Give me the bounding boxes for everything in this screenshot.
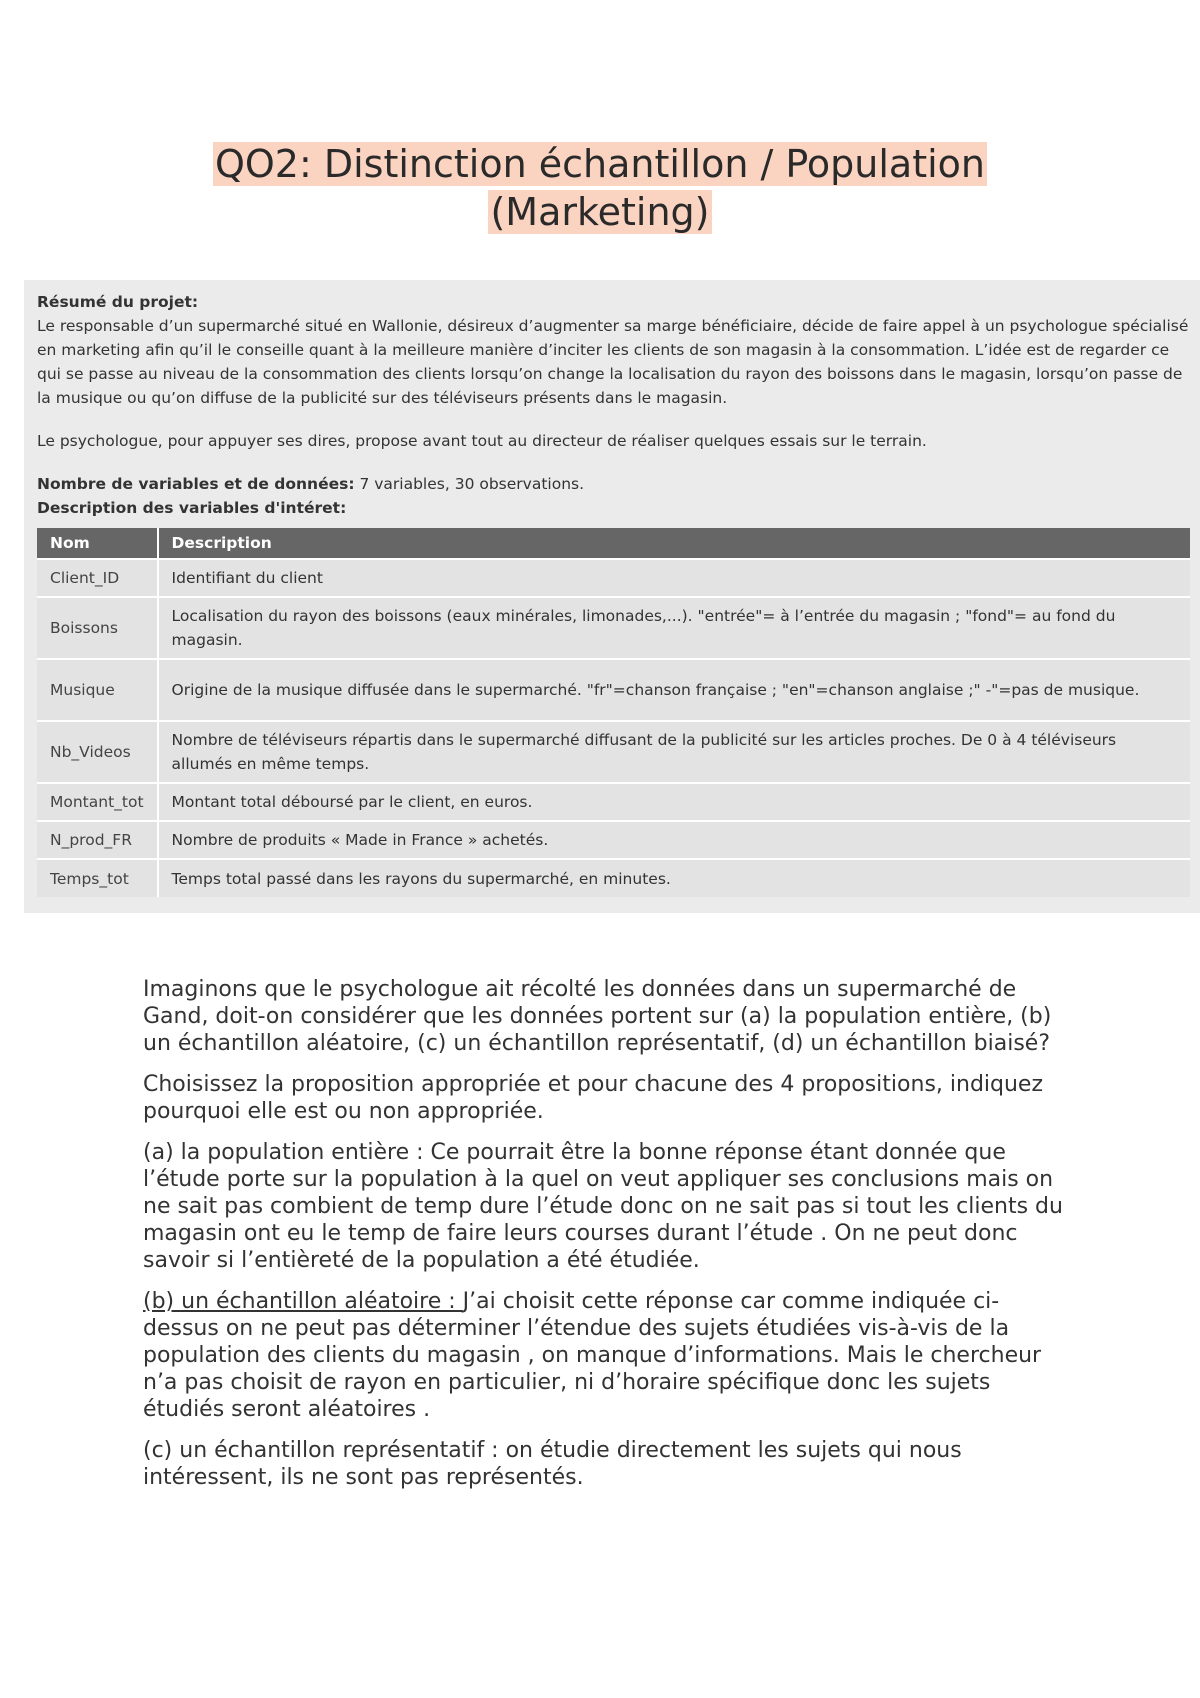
row-name: Nb_Videos — [37, 721, 158, 783]
variables-table — [37, 528, 1190, 897]
table-row — [37, 821, 1190, 859]
variables-value: 7 variables, 30 observations. — [354, 475, 585, 493]
row-name: N_prod_FR — [37, 821, 158, 859]
row-description: Nombre de produits « Made in France » achetés. — [158, 821, 1190, 859]
summary-text: Le responsable d’un supermarché situé en Wallonie, désireux d’augmenter sa marge bénéficiaire, décide de faire appel à un psychologue spécialisé en marketing afin qu’il le conseille quant à la meilleure manière d’inciter les clients de son magasin à la consommation. L’idée est de regarder ce qui se passe au niveau de la consommation des clients lorsqu’on change la localisation du rayon des boissons dans le magasin, lorsqu’on passe de la musique ou qu’on diffuse de la publicité sur des téléviseurs présents dans le magasin. — [37, 317, 1189, 407]
variables-count — [37, 472, 1190, 496]
answer-b-paragraph — [143, 1288, 1063, 1423]
row-description: Identifiant du client — [158, 559, 1190, 597]
row-name: Montant_tot — [37, 783, 158, 821]
question-paragraph: Imaginons que le psychologue ait récolté les données dans un supermarché de Gand, doit-on considérer que les données portent sur (a) la population entière, (b) un échantillon aléatoire, (c) un échantillon représentatif, (d) un échantillon biaisé? — [143, 977, 1052, 1056]
answer-b-text: J’ai choisit cette réponse car comme indiquée ci-dessus on ne peut pas déterminer l’étendue des sujets étudiées vis-à-vis de la population des clients du magasin , on manque d’informations. Mais le chercheur n’a pas choisit de rayon en particulier, ni d’horaire spécifique donc les sujets étudiés seront aléatoires . — [143, 1289, 1042, 1422]
row-description: Temps total passé dans les rayons du supermarché, en minutes. — [158, 859, 1190, 897]
header-description: Description — [158, 528, 1190, 559]
variables-label: Nombre de variables et de données: — [37, 475, 355, 493]
table-row — [37, 783, 1190, 821]
table-row — [37, 597, 1190, 659]
table-row — [37, 659, 1190, 721]
table-row — [37, 859, 1190, 897]
table-header-row — [37, 528, 1190, 559]
instruction-paragraph: Choisissez la proposition appropriée et pour chacune des 4 propositions, indiquez pourquoi elle est ou non appropriée. — [143, 1072, 1044, 1124]
row-description: Origine de la musique diffusée dans le supermarché. "fr"=chanson française ; "en"=chanson anglaise ;" -"=pas de musique. — [158, 659, 1190, 721]
row-description: Montant total déboursé par le client, en euros. — [158, 783, 1190, 821]
psychologist-text: Le psychologue, pour appuyer ses dires, propose avant tout au directeur de réaliser quelques essais sur le terrain. — [37, 432, 927, 450]
row-description: Localisation du rayon des boissons (eaux minérales, limonades,...). "entrée"= à l’entrée du magasin ; "fond"= au fond du magasin. — [158, 597, 1190, 659]
row-description: Nombre de téléviseurs répartis dans le supermarché diffusant de la publicité sur les articles proches. De 0 à 4 téléviseurs allumés en même temps. — [158, 721, 1190, 783]
table-row — [37, 721, 1190, 783]
header-nom: Nom — [37, 528, 158, 559]
row-name: Boissons — [37, 597, 158, 659]
row-name: Musique — [37, 659, 158, 721]
row-name: Temps_tot — [37, 859, 158, 897]
title-line-2: (Marketing) — [490, 190, 710, 234]
answer-a-paragraph: (a) la population entière : Ce pourrait être la bonne réponse étant donnée que l’étude porte sur la population à la quel on veut appliquer ses conclusions mais on ne sait pas combient de temp dure l’étude donc on ne sait pas si tout les clients du magasin ont eu le temp de faire leurs courses durant l’étude . On ne peut donc savoir si l’entièreté de la population a été étudiée. — [143, 1140, 1063, 1273]
summary-heading: Résumé du projet: — [37, 293, 199, 311]
table-row — [37, 559, 1190, 597]
description-label: Description des variables d'intéret: — [37, 499, 347, 517]
page-title — [0, 140, 1200, 236]
project-summary-box — [24, 280, 1200, 913]
row-name: Client_ID — [37, 559, 158, 597]
answer-body — [143, 976, 1063, 1505]
title-line-1: QO2: Distinction échantillon / Population — [214, 142, 986, 186]
answer-b-label: (b) un échantillon aléatoire : — [143, 1289, 463, 1314]
answer-c-paragraph: (c) un échantillon représentatif : on étudie directement les sujets qui nous intéressent, ils ne sont pas représentés. — [143, 1438, 962, 1490]
